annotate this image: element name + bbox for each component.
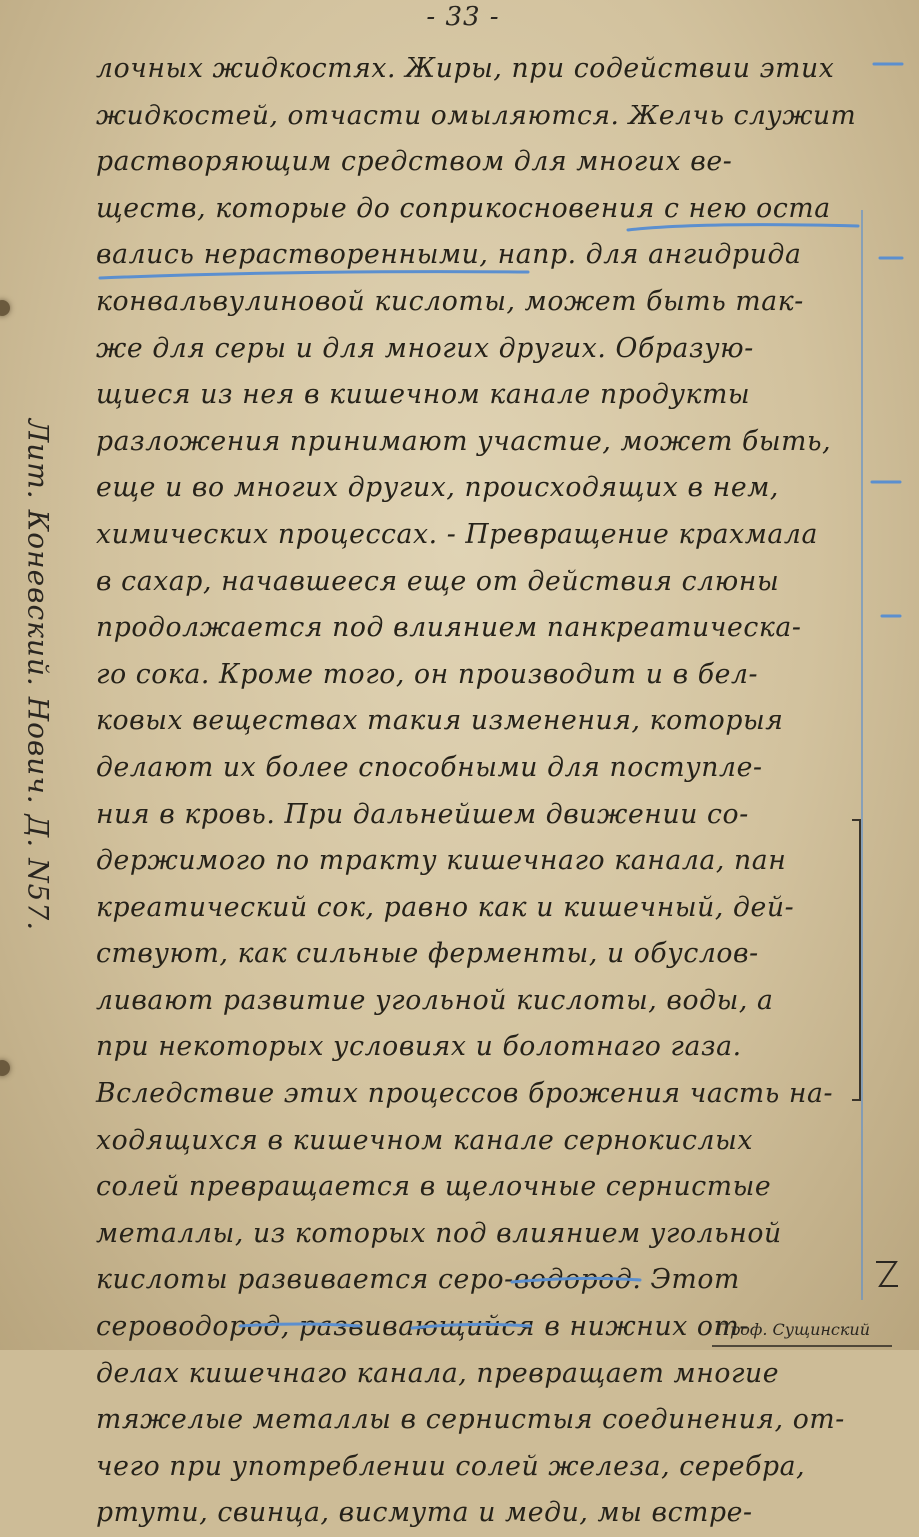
margin-bracket (852, 820, 860, 1100)
text-line: разложения принимают участие, может быть, (96, 425, 832, 457)
text-line: продолжается под влиянием панкреатическа- (96, 612, 802, 644)
underline-mark (628, 225, 858, 230)
signature: Проф. Сущинский (716, 1320, 871, 1339)
text-line: лочных жидкостях. Жиры, при содействии этих (96, 53, 835, 84)
text-line: в сахар, начавшееся еще от действия слюны (96, 565, 780, 597)
text-line: металлы, из которых под влиянием угольной (96, 1217, 782, 1249)
underline-mark (512, 1278, 640, 1282)
text-line: еще и во многих других, происходящих в нем, (96, 472, 779, 504)
text-line: при некоторых условиях и болотнаго газа. (96, 1031, 742, 1063)
text-line: ливают развитие угольной кислоты, воды, а (96, 984, 774, 1016)
text-line: ния в кровь. При дальнейшем движении со- (96, 798, 749, 830)
text-line: держимого по тракту кишечнаго канала, пан (96, 845, 787, 877)
text-line: щиеся из нея в кишечном канале продукты (96, 379, 751, 411)
text-line: же для серы и для многих других. Образую- (96, 332, 754, 364)
text-line: кислоты развивается серо-водород. Этот (96, 1264, 740, 1296)
text-line: вались нерастворенными, напр. для ангидрида (96, 239, 802, 271)
text-line: чего при употреблении солей железа, серебра, (96, 1450, 806, 1482)
text-line: тяжелые металлы в сернистыя соединения, от- (96, 1404, 845, 1436)
text-line: креатический сок, равно как и кишечный, дей- (96, 891, 795, 923)
underline-mark (412, 1324, 530, 1328)
text-line: сероводород, развивающийся в нижних от- (96, 1311, 750, 1343)
text-line: ществ, которые до соприкосновения с нею оста (96, 192, 831, 224)
underline-mark (240, 1324, 360, 1326)
text-line: ходящихся в кишечном канале сернокислых (96, 1124, 754, 1156)
text-line: делают их более способными для поступле- (96, 751, 763, 783)
text-line: ртути, свинца, висмута и меди, мы встре- (96, 1497, 753, 1529)
text-line: жидкостей, отчасти омыляются. Желчь служит (96, 99, 857, 131)
page-number: - 33 - (426, 2, 500, 32)
text-line: Вследствие этих процессов брожения часть на- (96, 1078, 834, 1110)
text-line: го сока. Кроме того, он производит и в бел- (96, 658, 759, 690)
text-line: химических процессах. - Превращение крахмала (96, 518, 818, 550)
text-line: ствуют, как сильные ферменты, и обуслов- (96, 938, 759, 970)
text-line: конвальвулиновой кислоты, может быть так- (96, 285, 804, 317)
text-line: ковых веществах такия изменения, которыя (96, 705, 784, 737)
text-line: солей превращается в щелочные сернистые (96, 1171, 772, 1203)
text-line: делах кишечнаго канала, превращает многие (96, 1357, 780, 1389)
margin-note-text: Лит. Коневский. Нович. Д. N57. (21, 418, 55, 932)
underline-mark (100, 272, 528, 278)
bracket-mark (876, 1262, 898, 1286)
text-line: растворяющим средством для многих ве- (96, 146, 733, 178)
